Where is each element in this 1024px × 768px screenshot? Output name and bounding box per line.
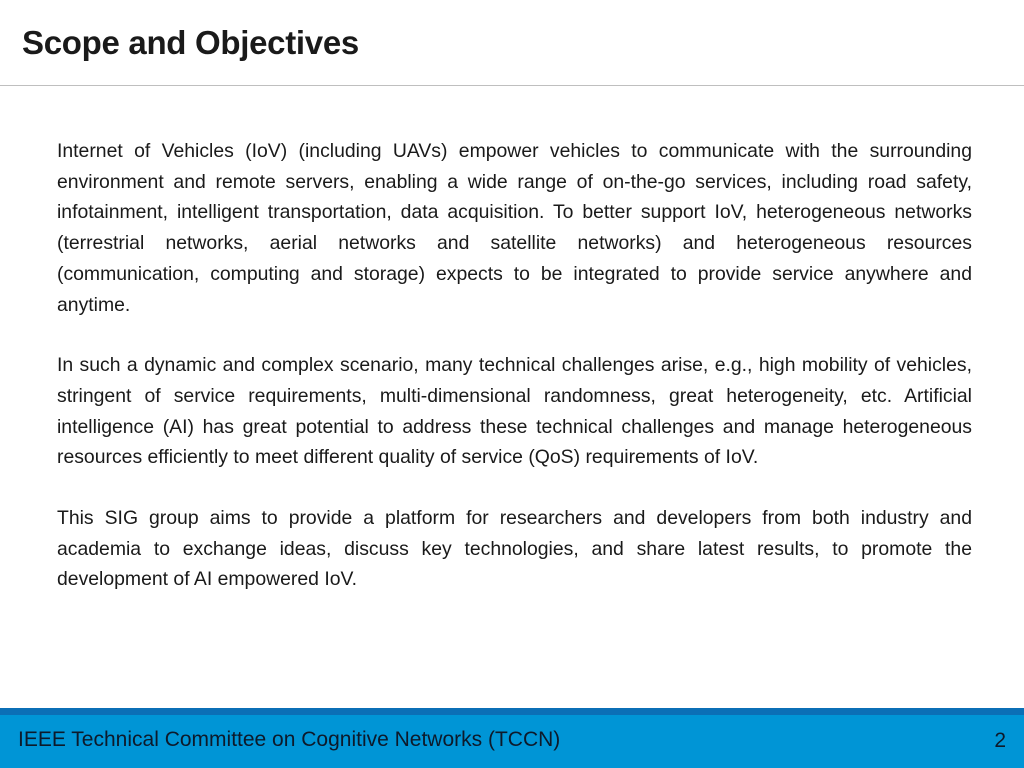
slide-title: Scope and Objectives	[22, 24, 359, 61]
paragraph-iov-overview: Internet of Vehicles (IoV) (including UAVs) empower vehicles to communicate with the surrounding environment and remote servers, enabling a wide range of on-the-go services, including road safety, infotainment, intelligent transportation, data acquisition. To better support IoV, heterogeneous networks (terrestrial networks, aerial networks and satellite networks) and heterogeneous resources (communication, computing and storage) expects to be integrated to provide service anywhere and anytime.	[57, 140, 972, 316]
slide-footer	[0, 708, 1024, 768]
paragraph-sig-aims: This SIG group aims to provide a platform for researchers and developers from both industry and academia to exchange ideas, discuss key technologies, and share latest results, to promote the development of AI empowered IoV.	[57, 507, 972, 591]
paragraph-technical-challenges: In such a dynamic and complex scenario, many technical challenges arise, e.g., high mobility of vehicles, stringent of service requirements, multi-dimensional randomness, great heterogeneity, etc. Artificial intelligence (AI) has great potential to address these technical challenges and manage heterogeneous resources efficiently to meet different quality of service (QoS) requirements of IoV.	[57, 354, 972, 469]
footer-organization: IEEE Technical Committee on Cognitive Networks (TCCN)	[18, 728, 561, 751]
footer-stripe	[0, 708, 1024, 715]
slide-header	[0, 0, 1024, 86]
page-number: 2	[994, 729, 1006, 752]
slide-body	[57, 136, 972, 625]
